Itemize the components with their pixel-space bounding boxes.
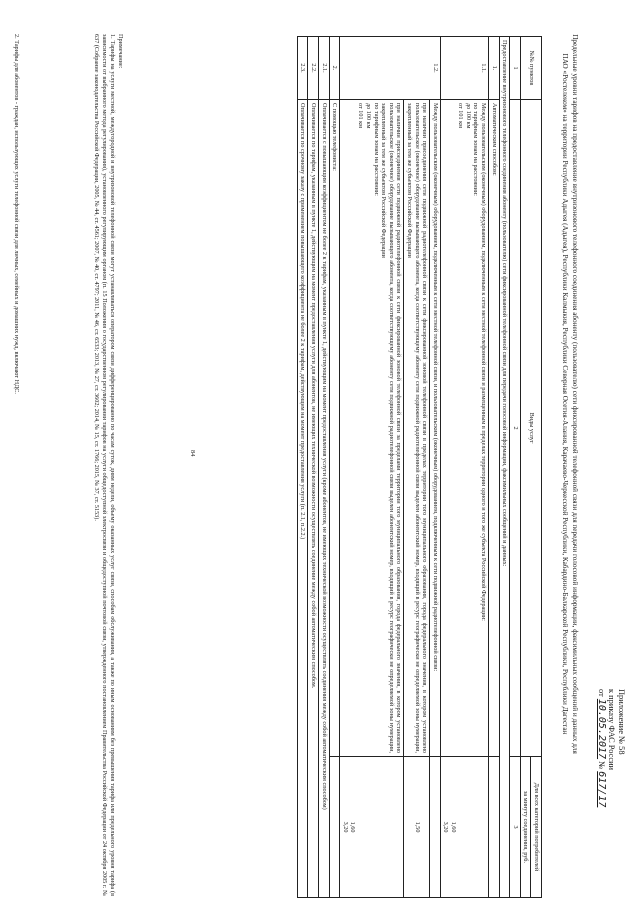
row-value (440, 757, 488, 898)
appendix-line-2: к приказу ФАС России (607, 689, 616, 771)
row-text (440, 100, 488, 757)
row-value (489, 757, 500, 898)
page-number: 84 (189, 450, 196, 457)
notes-heading: Примечание: (117, 34, 124, 69)
row-value (329, 757, 340, 898)
row-number: 1.2. (340, 37, 441, 100)
row-value (430, 757, 441, 898)
document-title: Предельные уровни тарифов на предоставление внутризонового телефонного соединения абоненту (пользователю) сети фиксированной телефонной связи для передачи голосовой информации, факсимильных сообщений и данных для ПАО «Ростелеком» на территории Республики Адыгея (Адыгея), Республики Калмыкия, Республики Северная Осетия-Алания, Карачаево-Черкесской Республики, Кабардино-Балкарской Республики, Республики Дагестан (561, 34, 579, 754)
row-text: Оплачивается с повышающим коэффициентом не более 2 к тарифам, указанным в пункте 1, действующим на момент предоставления услуги (кроме абонентов, не имеющих технической возможности осуществлять соединения между собой автоматическим способом) (319, 100, 330, 898)
row-12-text: Между пользовательским (оконечным) оборудованием, подключенным к сети местной телефонной связи, и пользовательским (оконечным) оборудованием, подключенным к сети подвижной радиотелефонной связи: (430, 100, 441, 757)
row-value (340, 757, 404, 898)
row-12-distance-1: до 100 км (365, 103, 373, 129)
row-12-paragraph-2: при наличии присоединения сети подвижной радиотелефонной связи к сети фиксированной зоновой телефонной связи за пределами территории того муниципального образования, города федерального значения, в котором установлено пользовательское (оконечное) оборудование вызывающего абонента, когда соответствующему абоненту сети подвижной радиотелефонной связи выделен абонентский номер, входящий в ресурс географически не определяемой зоны нумерации, закрепленный за тем же субъектом Российской Федерации (380, 103, 403, 753)
header-col-unit: за минуту соединения, руб. (520, 757, 531, 898)
appendix-block (596, 689, 626, 889)
table-row (329, 37, 340, 898)
index-cell-2: 2 (510, 100, 521, 757)
table-row (430, 37, 441, 898)
row-12-value-near: 1,60 (349, 821, 357, 833)
tariff-table (297, 36, 542, 898)
date-prefix: от (597, 689, 606, 697)
header-col-num: №№ пунктов (520, 37, 541, 100)
section-title-row (499, 37, 510, 898)
row-number: 1.1. (440, 37, 488, 100)
row-number: 2.1. (319, 37, 330, 100)
row-number: 2.3. (297, 37, 308, 100)
handwritten-number: 617/17 (596, 771, 607, 808)
table-index-row (510, 37, 521, 898)
row-11-text: Между пользовательским (оконечным) оборудованием, подключенным к сети местной телефонной связи и размещенным в пределах территории одного и того же субъекта Российской Федерации: (480, 103, 488, 621)
table-row (308, 37, 319, 898)
header-col-consumers: Для всех категорий потребителей (531, 757, 542, 898)
appendix-line-1: Приложение № 58 (617, 689, 626, 755)
row-12-value-1: 1,50 (404, 757, 430, 898)
section-title: Предоставление внутризонового телефонного соединения абоненту (пользователю) сети фиксированной телефонной связи для передачи голосовой информации, факсимильных сообщений и данных: (499, 37, 510, 898)
row-12-value-far: 3,20 (341, 821, 349, 833)
table-header-row (531, 37, 542, 898)
row-11-distance-2: от 101 км (457, 103, 465, 129)
tariff-table-wrap (297, 36, 542, 898)
row-12-distance-2: от 101 км (357, 103, 365, 129)
number-prefix: № (597, 761, 606, 770)
table-row (404, 37, 430, 898)
row-11-sub: по тарифным зонам на расстоянии: (472, 103, 480, 196)
row-text: Оплачивается по тарифам, указанным в пункте 1, действующим на момент предоставления услуги для абонентов, не имеющих технической возможности осуществлять соединение между собой автоматическим способом. (308, 100, 319, 898)
row-text: Автоматическим способом: (489, 100, 500, 757)
index-cell-3: 3 (510, 757, 521, 898)
row-12-paragraph-1: при наличии присоединения сети подвижной радиотелефонной связи к сети фиксированной зоновой телефонной связи в пределах территории того муниципального образования, города федерального значения, в котором установлено пользовательское (оконечное) оборудование вызывающего абонента, когда соответствующему абоненту сети подвижной радиотелефонной связи выделен абонентский номер, входящий в ресурс географически не определяемой зоны нумерации, закрепленный за тем же субъектом Российской Федерации (404, 100, 430, 757)
row-text: Оплачивается по срочному заказу с применением повышающего коэффициента не более 2 к тарифам, действующим на момент предоставления услуги (п. 2.1, п.2.2.) (297, 100, 308, 898)
note-2: 2. Тарифы для абонентов - граждан, использующих услуги телефонной связи для личных, семейных и домашних нужд, включают НДС. (13, 34, 20, 394)
table-row (319, 37, 330, 898)
row-text (340, 100, 404, 757)
handwritten-date: 10.05.2017 (596, 698, 607, 760)
note-1: 1. Тарифы на услуги местной, междугородной и внутризоновой телефонной связи могут устанавливаться оператором связи дифференцированно по часам суток, дням недели, объему оказанных услуг связи, способам обслуживания, а также по иным основаниям без превышения тарифа или предельного уровня тарифа (в зависимости от выбранного метода регулирования), установленного регулирующим органом (п. 15 Положения о государственном регулировании тарифов на услуги общедоступной электросвязи и общедоступной почтовой связи, утвержденного постановлением Правительства Российской Федерации от 24 октября 2005 г. № 637 (Собрание законодательства Российской Федерации, 2005, № 44, ст. 4561; 2007, № 40, ст. 4797; 2011, № 46, ст. 6533; 2013, № 27, ст. 3602; 2014, № 15, ст. 1766; 2015, № 37, ст. 5153). (93, 34, 116, 896)
table-row (297, 37, 308, 898)
row-number: 1. (489, 37, 500, 100)
row-11-value-2: 3,20 (442, 821, 450, 833)
notes-block (92, 34, 124, 896)
index-cell-1: 1 (510, 37, 521, 100)
row-12-sub: по тарифным зонам на расстоянии: (372, 103, 380, 196)
row-11-value-1: 1,60 (450, 821, 458, 833)
table-row (489, 37, 500, 898)
appendix-date-line (596, 689, 606, 889)
table-row (340, 37, 404, 898)
row-number: 2. (329, 37, 340, 100)
header-col-services: Виды услуг (520, 100, 541, 757)
row-number: 2.2. (308, 37, 319, 100)
row-text: С помощью телефониста: (329, 100, 340, 757)
table-row (440, 37, 488, 898)
row-11-distance-1: до 100 км (464, 103, 472, 129)
